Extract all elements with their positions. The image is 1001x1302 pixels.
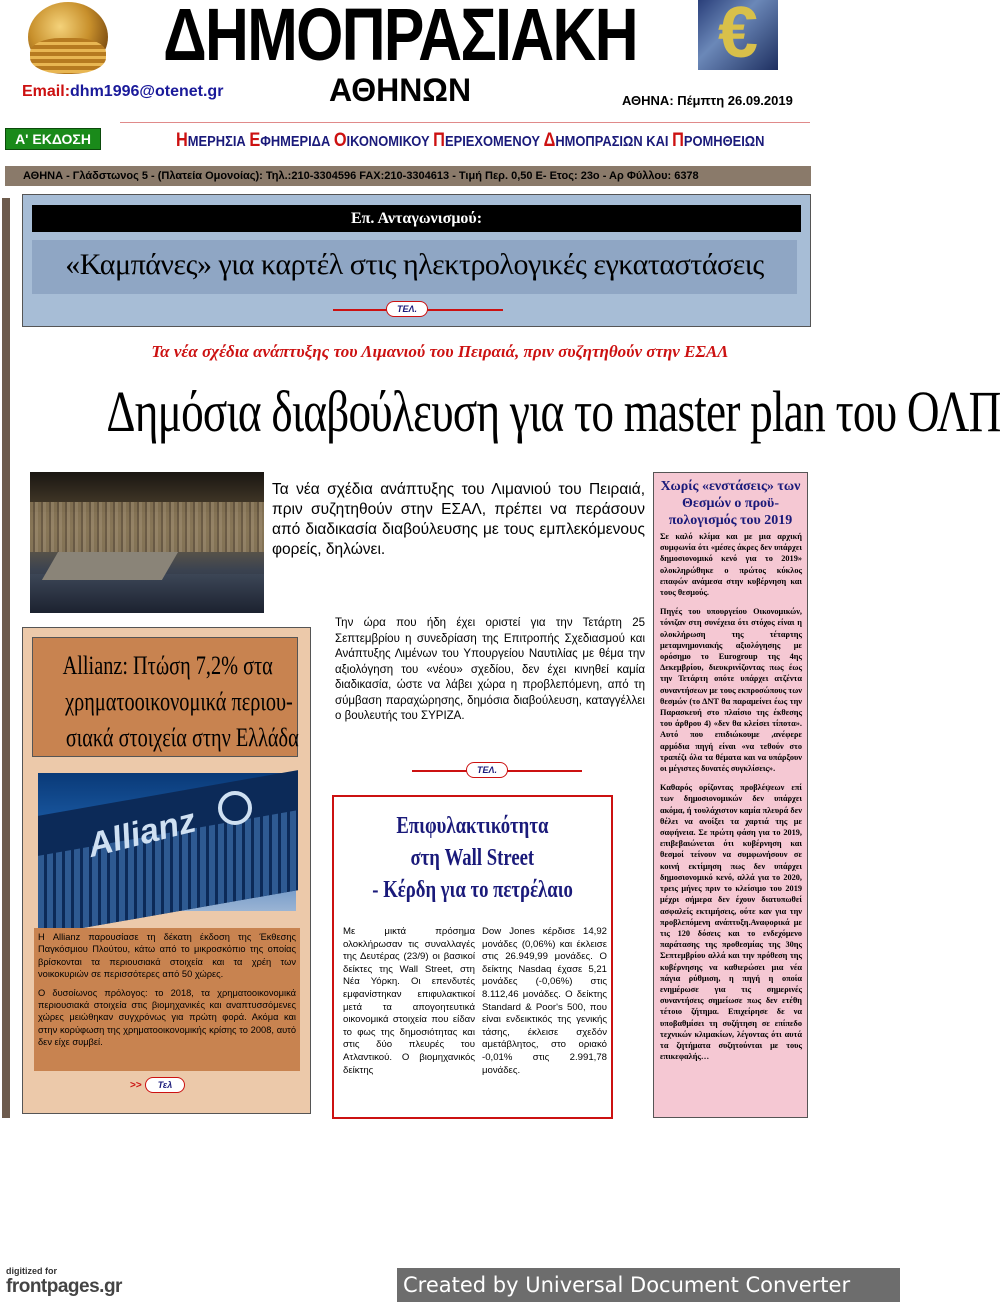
port-photo-city (30, 502, 264, 552)
coin-stack-image (30, 38, 106, 74)
tagline-rest: ΕΡΙΕΧΟΜΕΝΟΥ (444, 133, 540, 150)
allianz-body (34, 928, 300, 1071)
wall-street-headline[interactable] (334, 810, 611, 906)
side-column-body (660, 531, 802, 1070)
allianz-paragraph: Η Allianz παρουσίασε τη δέκατη έκδοση της Έκθεσης Παγκόσμιου Πλούτου, κάτω από το μικροσκόπιο της οποίας βρίσκονται τα περιουσιακά στοιχεία και τα χρέη των νοικοκυριών σε περισσότερες από 50 χώρες. (38, 932, 296, 980)
tagline-word (249, 130, 331, 151)
side-paragraph: Πηγές του υπουργείου Οικονομικών, τόνιζαν στη συνέχεια ότι στόχος είναι η ολοκλήρωση της τέταρτης μεταμνημονιακής αξιολόγησης με ορόσημο το Eurogroup της 4ης Δεκεμβρίου, διευκρινίζοντας πως έως την Τετάρτη οπότε υπάρχει ατζέντα συναντήσεων με τους εκπροσώπους των θεσμών (το ΔΝΤ θα παραμείνει έως την Παρασκευή στο πλαίσιο της έκθεσης του άρθρου 4) «δεν θα κλείσει τίποτα». Αυτό που επιδιώκουμε ,ανέφερε αρμόδια πηγή είναι «να τεθούν στο τραπέζι όλα τα θέματα και να υπάρξουν οι μέγιστες δυνατές συγκλίσεις». (660, 607, 802, 774)
allianz-headline-line: χρηματοοικονομικά περιου- (65, 687, 293, 716)
lead-body: Την ώρα που ήδη έχει οριστεί για την Τετάρτη 25 Σεπτεμβρίου η συνεδρίαση της Επιτροπής Σχεδιασμού και Ανάπτυξης Λιμένων του Υπουργείου Ναυτιλίας με θέμα την αξιολόγηση του «νέου» σχεδίου, δεν έχει κινηθεί καμία διαδικασία, ώστε να λάβει χώρα η προβλεπόμενη, από τη σύμβαση παραχώρησης, δημόσια διαβούλευση, καταγγέλλει ο βουλευτής του ΣΥΡΙΖΑ. (335, 617, 645, 722)
lead-headline[interactable]: Δημόσια διαβούλευση για το master plan του ΟΛΠ (106, 379, 1001, 444)
tagline-initial: Ε (249, 130, 261, 151)
tagline (176, 130, 764, 152)
tagline-word (543, 130, 669, 151)
wall-street-headline-line: Επιφυλακτικότητα (396, 813, 549, 839)
wall-street-headline-line: - Κέρδη για το πετρέλαιο (372, 877, 573, 903)
tagline-word (176, 130, 246, 151)
tagline-initial: Η (176, 130, 188, 151)
tagline-word (672, 130, 765, 151)
tagline-rest: ΡΟΜΗΘΕΙΩΝ (683, 133, 765, 150)
side-column-headline[interactable]: Χωρίς «ενστάσεις» των Θεσμών ο προϋ-πολογισμός του 2019 (660, 479, 801, 528)
info-bar: ΑΘΗΝΑ - Γλάδστωνος 5 - (Πλατεία Ομονοίας): Τηλ.:210-3304596 FAX:210-3304613 - Τιμή Περ. 0,50 Ε- Ετος: 23ο - Αρ Φύλλου: 6378 (5, 166, 811, 186)
allianz-logo-text: Allianz (84, 801, 200, 865)
top-story-end-button[interactable]: ΤΕΛ. (386, 301, 428, 317)
lead-kicker: Τα νέα σχέδια ανάπτυξης του Λιμανιού του Πειραιά, πριν συζητηθούν στην ΕΣΑΛ (151, 342, 729, 361)
euro-icon: € (717, 0, 759, 73)
header-divider (120, 122, 810, 123)
tagline-rest: ΜΕΡΗΣΙΑ (187, 133, 246, 150)
lead-lede: Τα νέα σχέδια ανάπτυξης του Λιμανιού του Πειραιά, πριν συζητηθούν στην ΕΣΑΛ, πρέπει να περάσουν από διαδικασία διαβούλευσης με τους εμπλεκόμενους φορείς, δηλώνει. (272, 481, 645, 558)
lead-end-button[interactable]: ΤΕΛ. (466, 762, 508, 778)
port-photo (30, 472, 264, 613)
tagline-initial: Π (672, 130, 684, 151)
allianz-building-photo (38, 773, 296, 911)
allianz-headline-line: σιακά στοιχεία στην Ελλάδα (65, 723, 299, 752)
allianz-headline-line: Allianz: Πτώση 7,2% στα (62, 651, 273, 680)
allianz-end-button[interactable]: Τελ (145, 1077, 185, 1093)
top-story-title[interactable]: «Καμπάνες» για καρτέλ στις ηλεκτρολογικές εγκαταστάσεις (32, 240, 797, 294)
email-label: Email: (22, 83, 71, 100)
top-story-section: Επ. Ανταγωνισμού: (32, 205, 801, 232)
allianz-headline[interactable] (32, 637, 298, 757)
port-photo-dock (42, 552, 178, 580)
allianz-paragraph: Ο δυσοίωνος πρόλογος: το 2018, τα χρηματοοικονομικά περιουσιακά στοιχεία στις βιομηχανικές και αναπτυσσόμενες χώρες μειώθηκαν συγχρόνως για πρώτη φορά. Ακόμα και στην κορύφωση της χρηματοοικονομικής κρίσης το 2008, αυτό δεν είχε συμβεί. (38, 987, 296, 1048)
newspaper-title: ΔΗΜΟΠΡΑΣΙΑΚΗ (163, 0, 637, 76)
allianz-logo-icon (218, 791, 252, 825)
wall-street-headline-line: στη Wall Street (410, 845, 535, 871)
tagline-rest: ΗΜΟΠΡΑΣΙΩΝ ΚΑΙ (555, 133, 669, 150)
wall-street-column-1: Με μικτά πρόσημα ολοκλήρωσαν τις συναλλαγές της Δευτέρας (23/9) οι βασικοί δείκτες της Wall Street, στη Νέα Υόρκη. Οι επενδυτές εμφανίστηκαν επιφυλακτικοί μετά τα απογοητευτικά οικονομικά στοιχεία που είδαν το φως της δημοσιότητας και στις δύο πλευρές του Ατλαντικού. Ο βιομηχανικός δείκτης (343, 926, 475, 1076)
wall-street-column-2: Dow Jones κέρδισε 14,92 μονάδες (0,06%) και έκλεισε στις 26.949,99 μονάδες. Ο δείκτης Nasdaq έχασε 5,21 μονάδες (-0,06%) στις 8.112,46 μονάδες. Ο δείκτης Standard & Poor's 500, που είναι ενδεικτικός της γενικής τάσης, έκλεισε σχεδόν αμετάβλητος, στο οριακό -0,01% στις 2.991,78 μονάδες. (482, 926, 607, 1076)
allianz-arrow: >> (130, 1080, 142, 1091)
tagline-word (333, 130, 430, 151)
issue-date: ΑΘΗΝΑ: Πέμπτη 26.09.2019 (622, 93, 793, 108)
newspaper-subtitle: ΑΘΗΝΩΝ (328, 72, 472, 108)
side-paragraph: Καθαρός ορίζοντας προβλέψεων επί των δημοσιονομικών δεν υπάρχει ακόμα, ή τουλάχιστον καμία πλευρά δεν θέλει να ανοίξει τα χαρτιά της με σαφήνεια. Σε πρώτη φάση για το 2019, επιβεβαιώνεται ότι κυβέρνηση και θεσμοί τείνουν να συμφωνήσουν σε κοινή εκτίμηση πως δεν υπάρχει δημοσιονομικό κενό, αλλά για το 2020, τρεις μήνες πριν το κλείσιμο του 2019 μέχρι σήμερα δεν έχουν διατυπωθεί ασφαλείς εκτιμήσεις, ούτε καν για την προβλεπόμενη ανάπτυξη.Αναφορικά με τις 120 δόσεις και το ενδεχόμενο παράτασης της προθεσμίας της 30ης Σεπτεμβρίου αλλά και την πρόθεση της κυβέρνησης να καθιερώσει μια νέα πάγια ρύθμιση, η πηγή η οποία ενημέρωσε για τις σημερινές συναντήσεις σημείωσε πως δεν ετέθη τέτοιο ζήτημα. Επιχείρησε δε να υποβαθμίσει τη συζήτηση σε επίπεδο τεχνικών κλιμακίων, λέγοντας ότι αυτά τα ζητήματα συζητούνται με τους επικεφαλής… (660, 783, 802, 1062)
left-margin-bar (2, 198, 10, 1118)
email-contact[interactable] (22, 83, 223, 101)
email-address[interactable]: dhm1996@otenet.gr (70, 83, 224, 100)
tagline-rest: ΦΗΜΕΡΙΔΑ (260, 133, 331, 150)
digitized-label: digitized for (6, 1266, 57, 1276)
tagline-initial: Δ (543, 130, 556, 151)
converter-watermark: Created by Universal Document Converter (397, 1268, 900, 1302)
tagline-rest: ΙΚΟΝΟΜΙΚΟΥ (346, 133, 430, 150)
tagline-word (433, 130, 540, 151)
tagline-initial: Π (433, 130, 445, 151)
source-logo[interactable]: frontpages.gr (6, 1276, 122, 1297)
tagline-initial: Ο (333, 130, 347, 151)
side-paragraph: Σε καλό κλίμα και με μια αρχική συμφωνία ότι «μέσες άκρες δεν υπάρχει δημοσιονομικό κενό για το 2019» ολοκληρώθηκε ο πρώτος κύκλος επαφών ανάμεσα στην κυβέρνηση και τους θεσμούς. (660, 532, 802, 598)
edition-badge: Α' ΕΚΔΟΣΗ (5, 128, 101, 150)
